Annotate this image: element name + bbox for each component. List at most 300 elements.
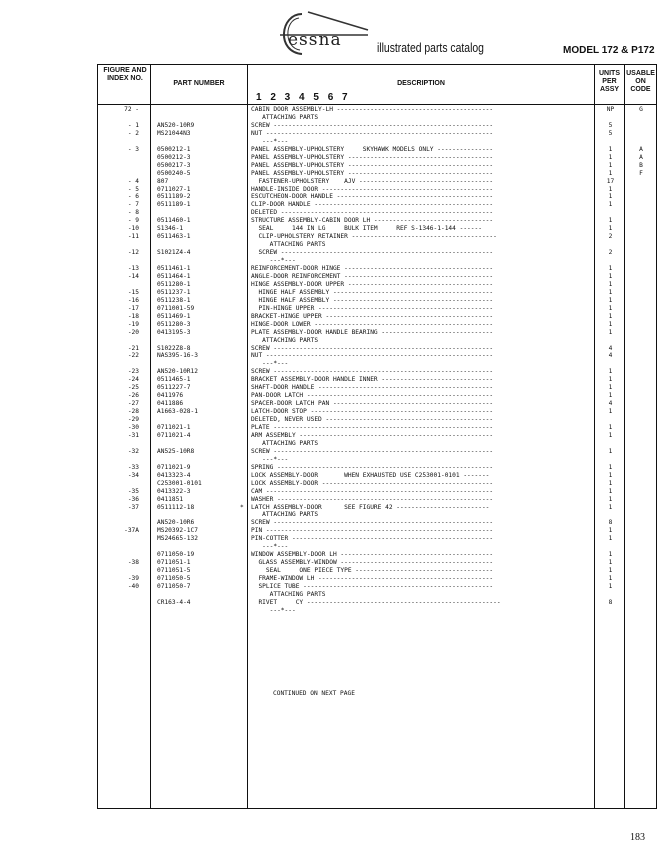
page-number: 183 [630,832,645,843]
table-cell-usable-code [625,432,657,440]
table-cell-usable-code [625,607,657,615]
table-cell-figure-index: -24 [127,376,139,384]
table-cell-usable-code [625,225,657,233]
table-cell-description: HINGE HALF ASSEMBLY ------------------------------------------- [251,288,494,296]
table-cell-part-number: MS21044N3 [157,129,191,137]
table-cell-figure-index: -38 [127,559,139,567]
table-cell-units-per-assy: 1 [608,376,613,384]
table-cell-part-number: 0511469-1 [157,312,191,320]
table-cell-figure-index: -16 [127,296,139,304]
table-cell-usable-code [625,201,657,209]
table-cell-description: HANDLE-INSIDE DOOR ---------------------------------------------- [251,185,494,193]
table-cell-units-per-assy: 1 [608,463,613,471]
table-cell-units-per-assy [597,607,624,615]
table-cell-units-per-assy [597,511,624,519]
table-cell-part-number [157,106,247,114]
table-cell-units-per-assy: 1 [608,169,613,177]
table-cell-part-number: 0711051-1 [157,559,191,567]
table-cell-usable-code [625,480,657,488]
table-cell-figure-index [97,551,139,559]
table-cell-description: ATTACHING PARTS [251,590,326,598]
table-cell-figure-index: -32 [127,447,139,455]
table-cell-part-number [157,511,247,519]
table-cell-part-number: 0711050-7 [157,583,191,590]
table-cell-units-per-assy: 1 [608,153,613,161]
table-cell-usable-code [625,249,657,257]
table-cell-figure-index: -13 [127,265,139,272]
table-cell-usable-code [625,527,657,535]
table-cell-units-per-assy: 1 [608,384,613,392]
table-cell-usable-code [625,464,657,472]
table-cell-units-per-assy: 4 [608,400,613,408]
table-cell-figure-index: -35 [127,487,139,495]
table-cell-figure-index: - 4 [127,177,139,185]
table-cell-part-number: 0413322-3 [157,487,191,495]
table-cell-units-per-assy: 4 [608,352,613,360]
table-cell-usable-code [625,122,657,130]
table-cell-usable-code [625,535,657,543]
table-cell-figure-index [97,337,139,345]
table-cell-usable-code [625,440,657,448]
table-cell-part-number: 0411851 [157,495,184,503]
table-cell-figure-index: - 8 [127,209,139,217]
table-cell-figure-index: - 1 [127,121,139,129]
table-cell-units-per-assy [597,440,624,448]
table-cell-usable-code [625,472,657,480]
column-divider [247,64,248,809]
table-cell-figure-index [97,511,139,519]
table-cell-units-per-assy: 1 [608,408,613,416]
table-cell-description: BRACKET-HINGE UPPER --------------------------------------------- [251,312,494,320]
table-cell-usable-code [625,178,657,186]
table-cell-units-per-assy [597,337,624,345]
table-cell-units-per-assy: 5 [608,129,613,137]
table-cell-figure-index [97,456,139,464]
table-cell-usable-code [625,456,657,464]
table-cell-figure-index [97,480,139,488]
table-cell-description: NUT ------------------------------------------------------------- [251,129,494,137]
table-cell-figure-index [97,607,139,615]
table-cell-description: CLIP-DOOR HANDLE ------------------------------------------------ [251,201,494,209]
table-cell-part-number: 0500212-1 [157,145,191,153]
table-cell-part-number [157,416,247,424]
table-cell-usable-code [625,376,657,384]
table-cell-description: REINFORCEMENT-DOOR HINGE ---------------------------------------- [251,265,494,272]
table-cell-part-number: S1021Z4-4 [157,249,191,257]
table-cell-figure-index: -25 [127,384,139,392]
description-indent-digits: 1 2 3 4 5 6 7 [256,92,351,103]
table-cell-units-per-assy [597,456,624,464]
table-cell-part-number: AN520-10R6 [157,519,195,527]
table-cell-units-per-assy: 1 [608,225,613,233]
table-cell-part-number [157,607,247,615]
table-cell-description: PANEL ASSEMBLY-UPHOLSTERY SKYHAWK MODELS ONLY --------------- [251,145,494,153]
table-cell-part-number: 0511464-1 [157,272,191,280]
table-cell-description: ESCUTCHEON-DOOR HANDLE ------------------------------------------ [251,193,494,201]
table-cell-description: ATTACHING PARTS [251,336,319,344]
column-divider [594,64,595,809]
table-cell-part-number [157,543,247,551]
table-cell-usable-code [625,360,657,368]
table-cell-units-per-assy: 2 [608,249,613,257]
table-cell-figure-index: - 9 [127,217,139,225]
table-cell-figure-index: - 6 [127,193,139,201]
table-cell-description: PIN-COTTER ------------------------------------------------------ [251,535,494,543]
table-cell-usable-code [625,591,657,599]
table-cell-units-per-assy: 4 [608,344,613,352]
table-cell-part-number [157,257,247,265]
table-cell-units-per-assy: 1 [608,392,613,400]
table-cell-figure-index: - 2 [127,129,139,137]
table-cell-part-number: 0411886 [157,400,184,408]
table-cell-part-number: 0511463-1 [157,233,191,241]
table-cell-figure-index: - 7 [127,201,139,209]
table-cell-units-per-assy: 1 [608,280,613,288]
table-cell-part-number: 0511112-18 [157,503,195,511]
table-cell-usable-code [625,217,657,225]
page-header [0,0,672,62]
table-cell-figure-index [97,440,139,448]
table-cell-units-per-assy: 1 [608,559,613,567]
table-cell-units-per-assy: 1 [608,567,613,575]
table-cell-description: NUT ------------------------------------------------------------- [251,352,494,360]
table-cell-figure-index [97,114,139,122]
table-cell-units-per-assy: 2 [608,233,613,241]
units-column-header: UNITS PER ASSY [599,70,620,93]
table-cell-description: GLASS ASSEMBLY-WINDOW ----------------------------------------- [251,559,494,567]
table-cell-usable-code [625,583,657,591]
table-cell-part-number: CR163-4-4 [157,598,191,606]
table-cell-figure-index [97,170,139,178]
table-cell-description: PLATE ----------------------------------------------------------- [251,424,494,431]
table-cell-part-number: 0511189-1 [157,201,191,209]
table-cell-usable-code [625,297,657,305]
table-cell-units-per-assy: 1 [608,304,613,312]
table-cell-part-number: 0711051-5 [157,567,191,575]
table-cell-figure-index: -31 [127,431,139,439]
table-cell-part-number: MS20392-1C7 [157,527,198,535]
table-cell-units-per-assy: 1 [608,575,613,583]
table-cell-figure-index: -20 [127,328,139,336]
table-cell-units-per-assy: 1 [608,487,613,495]
table-cell-figure-index: -15 [127,288,139,296]
table-cell-usable-code [625,575,657,583]
table-cell-figure-index [97,599,139,607]
table-cell-usable-code [625,265,657,273]
table-cell-description: BRACKET ASSEMBLY-DOOR HANDLE INNER ------------------------------ [251,376,494,384]
table-cell-part-number: 0511227-7 [157,384,191,392]
table-cell-figure-index [97,519,139,527]
table-cell-usable-code [625,424,657,432]
table-cell-units-per-assy [597,360,624,368]
table-cell-description: HINGE ASSEMBLY-DOOR UPPER --------------------------------------- [251,280,494,288]
table-cell-figure-index [97,138,139,146]
table-cell-description: SPACER-DOOR LATCH PAN ------------------------------------------- [251,400,494,408]
table-cell-part-number: AN525-10R8 [157,447,195,455]
table-cell-part-number: 0500212-3 [157,153,191,161]
table-cell-figure-index: - 3 [127,145,139,153]
table-cell-usable-code [625,193,657,201]
table-cell-description: LATCH ASSEMBLY-DOOR SEE FIGURE 42 ------------------------- [251,503,490,511]
table-cell-units-per-assy: 1 [608,145,613,153]
table-cell-units-per-assy [597,138,624,146]
table-cell-description: ---*--- [251,257,296,265]
table-cell-description: ATTACHING PARTS [251,113,319,121]
table-cell-part-number: C253001-0101 [157,479,202,487]
table-cell-description: FRAME-WINDOW LH ----------------------------------------------- [251,575,494,583]
table-cell-figure-index [97,257,139,265]
table-cell-usable-code: B [639,161,643,169]
table-cell-units-per-assy: NP [606,106,615,113]
table-cell-description: ARM ASSEMBLY ---------------------------------------------------- [251,431,494,439]
table-cell-figure-index [97,567,139,575]
table-cell-usable-code [625,599,657,607]
table-cell-description: CABIN DOOR ASSEMBLY-LH ------------------------------------------ [251,106,494,113]
table-cell-usable-code [625,114,657,122]
table-cell-units-per-assy: 1 [608,161,613,169]
table-cell-part-number: AN520-10R12 [157,368,198,376]
table-cell-usable-code [625,305,657,313]
table-cell-description: HINGE HALF ASSEMBLY ------------------------------------------- [251,296,494,304]
column-divider [150,64,151,809]
table-cell-units-per-assy: 1 [608,527,613,535]
table-cell-description: LATCH-DOOR STOP ------------------------------------------------- [251,408,494,416]
table-cell-part-number: 0711027-1 [157,185,191,193]
model-label: MODEL 172 & P172 [563,45,655,56]
table-cell-units-per-assy: 1 [608,296,613,304]
table-cell-part-number: 0511280-1 [157,280,191,288]
table-cell-part-number: 0511460-1 [157,217,191,225]
table-cell-description: ---*--- [251,543,289,551]
table-cell-description: DELETED --------------------------------------------------------- [251,209,494,217]
table-cell-usable-code [625,496,657,504]
table-cell-usable-code: F [639,169,643,177]
table-cell-part-number: NAS395-16-3 [157,352,198,360]
table-cell-units-per-assy: 1 [608,368,613,376]
table-cell-figure-index [97,360,139,368]
table-cell-figure-index: -18 [127,312,139,320]
table-cell-part-number: 0711021-9 [157,463,191,471]
table-cell-description: SEAL 144 IN LG BULK ITEM REF S-1346-1-144 ------ [251,225,482,233]
table-cell-description: LOCK ASSEMBLY-DOOR WHEN EXHAUSTED USE C253001-0101 ------- [251,471,490,479]
table-cell-part-number [157,114,247,122]
description-column-header: DESCRIPTION [397,80,445,87]
table-cell-figure-index: -12 [127,249,139,257]
table-cell-figure-index [97,154,139,162]
table-cell-usable-code [625,416,657,424]
table-cell-units-per-assy: 1 [608,447,613,455]
table-cell-part-number: S1022Z8-8 [157,344,191,352]
table-cell-description: PIN-HINGE UPPER ----------------------------------------------- [251,304,494,312]
table-cell-figure-index: -10 [127,225,139,233]
table-cell-usable-code [625,138,657,146]
table-cell-units-per-assy: 1 [608,431,613,439]
table-cell-figure-index: -14 [127,272,139,280]
table-cell-usable-code [625,551,657,559]
table-cell-units-per-assy [597,257,624,265]
table-cell-usable-code [625,337,657,345]
table-cell-figure-index: -23 [127,368,139,376]
table-cell-part-number: AN520-10R9 [157,121,195,129]
table-cell-part-number: 807 [157,177,169,185]
table-cell-figure-index: -26 [127,392,139,400]
table-cell-units-per-assy [597,241,624,249]
table-cell-part-number: 0511280-3 [157,320,191,328]
table-cell-part-number [157,241,247,249]
continued-note: CONTINUED ON NEXT PAGE [273,690,355,697]
table-cell-figure-index: -30 [127,424,139,431]
table-cell-part-number: 0413323-4 [157,471,191,479]
table-cell-usable-code [625,209,657,217]
table-cell-description: RIVET CY ---------------------------------------------------- [251,598,501,606]
table-cell-description: SPRING ---------------------------------------------------------- [251,463,494,471]
table-cell-part-number [157,209,247,217]
table-cell-units-per-assy: 1 [608,551,613,559]
table-cell-figure-index: 72 - [124,106,139,113]
table-cell-usable-code [625,559,657,567]
table-cell-usable-code [625,488,657,496]
table-cell-part-number [157,440,247,448]
table-cell-usable-code [625,448,657,456]
table-cell-usable-code [625,408,657,416]
table-cell-description: SHAFT-DOOR HANDLE ----------------------------------------------- [251,384,494,392]
table-cell-part-number: 0500217-3 [157,161,191,169]
table-cell-description: SEAL ONE PIECE TYPE ------------------------------------- [251,567,494,575]
table-cell-usable-code [625,352,657,360]
table-cell-figure-index: -21 [127,344,139,352]
table-cell-units-per-assy: 1 [608,495,613,503]
table-cell-figure-index: -36 [127,495,139,503]
table-cell-units-per-assy [597,416,624,424]
table-cell-usable-code [625,313,657,321]
table-cell-part-number [157,138,247,146]
table-cell-units-per-assy: 1 [608,479,613,487]
table-cell-part-number: 0711021-1 [157,424,191,431]
table-cell-usable-code: A [639,153,643,161]
table-cell-description: PANEL ASSEMBLY-UPHOLSTERY --------------------------------------- [251,161,494,169]
header-divider [97,104,657,105]
table-cell-figure-index: -22 [127,352,139,360]
table-cell-part-number [157,456,247,464]
table-cell-usable-code [625,384,657,392]
table-cell-part-number: 0711050-19 [157,551,195,559]
table-cell-part-number: S1346-1 [157,225,184,233]
table-cell-description: CAM ------------------------------------------------------------- [251,487,494,495]
table-cell-units-per-assy: 1 [608,193,613,201]
table-cell-part-number: 0411976 [157,392,184,400]
table-cell-usable-code [625,321,657,329]
table-cell-usable-code [625,519,657,527]
table-cell-usable-code [625,400,657,408]
table-cell-part-number [157,337,247,345]
table-cell-usable-code [625,511,657,519]
table-cell-figure-index: -34 [127,471,139,479]
table-cell-part-number: 0511237-1 [157,288,191,296]
table-cell-usable-code [625,186,657,194]
table-cell-description: DELETED, NEVER USED --------------------------------------------- [251,416,494,424]
table-cell-units-per-assy: 1 [608,320,613,328]
table-cell-units-per-assy: 1 [608,535,613,543]
table-cell-description: FASTENER-UPHOLSTERY AJV ------------------------------------ [251,177,494,185]
table-cell-usable-code [625,273,657,281]
table-cell-units-per-assy: 1 [608,201,613,209]
table-cell-units-per-assy [597,209,624,217]
table-cell-description: SCREW ----------------------------------------------------------- [251,519,494,527]
table-cell-description: PANEL ASSEMBLY-UPHOLSTERY --------------------------------------- [251,169,494,177]
table-cell-description: SPLICE TUBE --------------------------------------------------- [251,583,494,590]
table-cell-description: SCREW ----------------------------------------------------------- [251,121,494,129]
table-cell-usable-code [625,345,657,353]
table-cell-usable-code [625,130,657,138]
table-cell-usable-code [625,289,657,297]
table-cell-units-per-assy [597,591,624,599]
table-cell-part-number [157,360,247,368]
table-cell-figure-index: -40 [127,583,139,590]
table-cell-description: WINDOW ASSEMBLY-DOOR LH ----------------------------------------- [251,551,494,559]
table-cell-figure-index [97,543,139,551]
table-cell-units-per-assy [597,543,624,551]
table-cell-usable-code [625,241,657,249]
table-cell-units-per-assy: 1 [608,272,613,280]
table-cell-description: ATTACHING PARTS [251,511,319,519]
table-cell-figure-index [97,162,139,170]
table-cell-units-per-assy: 1 [608,217,613,225]
table-cell-usable-code [625,329,657,337]
table-cell-units-per-assy: 1 [608,503,613,511]
table-cell-part-number: 0511461-1 [157,265,191,272]
table-cell-description: SCREW ----------------------------------------------------------- [251,447,494,455]
table-cell-units-per-assy: 1 [608,424,613,431]
table-cell-part-number: 0511189-2 [157,193,191,201]
part-number-column-header: PART NUMBER [173,80,225,87]
table-cell-units-per-assy: 1 [608,312,613,320]
table-cell-figure-index: -27 [127,400,139,408]
table-cell-figure-index: -11 [127,233,139,241]
table-cell-figure-index: -17 [127,304,139,312]
table-cell-description: SCREW ----------------------------------------------------------- [251,368,494,376]
table-cell-part-number: 0511465-1 [157,376,191,384]
logo-text: essna [288,30,342,50]
table-cell-description: ---*--- [251,455,289,463]
table-cell-units-per-assy: 1 [608,328,613,336]
table-cell-units-per-assy: 1 [608,288,613,296]
table-cell-part-number: 0500240-5 [157,169,191,177]
table-cell-part-number: 0711001-59 [157,304,195,312]
table-cell-usable-code: G [639,106,643,113]
table-cell-part-number: A1663-028-1 [157,408,198,416]
table-cell-description: STRUCTURE ASSEMBLY-CABIN DOOR LH -------------------------------- [251,217,494,225]
table-cell-figure-index: -33 [127,463,139,471]
table-cell-description: ---*--- [251,360,289,368]
table-cell-units-per-assy [597,114,624,122]
table-cell-description: PANEL ASSEMBLY-UPHOLSTERY --------------------------------------- [251,153,494,161]
table-cell-description: CLIP-UPHOLSTERY RETAINER --------------------------------------- [251,233,497,241]
table-cell-description: PLATE ASSEMBLY-DOOR HANDLE BEARING ------------------------------ [251,328,494,336]
table-cell-part-number: 0511238-1 [157,296,191,304]
table-cell-description: ATTACHING PARTS [251,241,326,249]
table-cell-usable-code: A [639,145,643,153]
star-marker: * [240,503,244,511]
table-cell-figure-index [97,281,139,289]
table-cell-units-per-assy: 5 [608,121,613,129]
table-cell-units-per-assy: 8 [608,598,613,606]
table-cell-usable-code [625,368,657,376]
table-cell-figure-index [97,591,139,599]
table-cell-part-number [157,591,247,599]
table-cell-usable-code [625,392,657,400]
table-cell-units-per-assy: 1 [608,265,613,272]
table-cell-description: ANGLE-DOOR REINFORCEMENT ---------------------------------------- [251,272,494,280]
